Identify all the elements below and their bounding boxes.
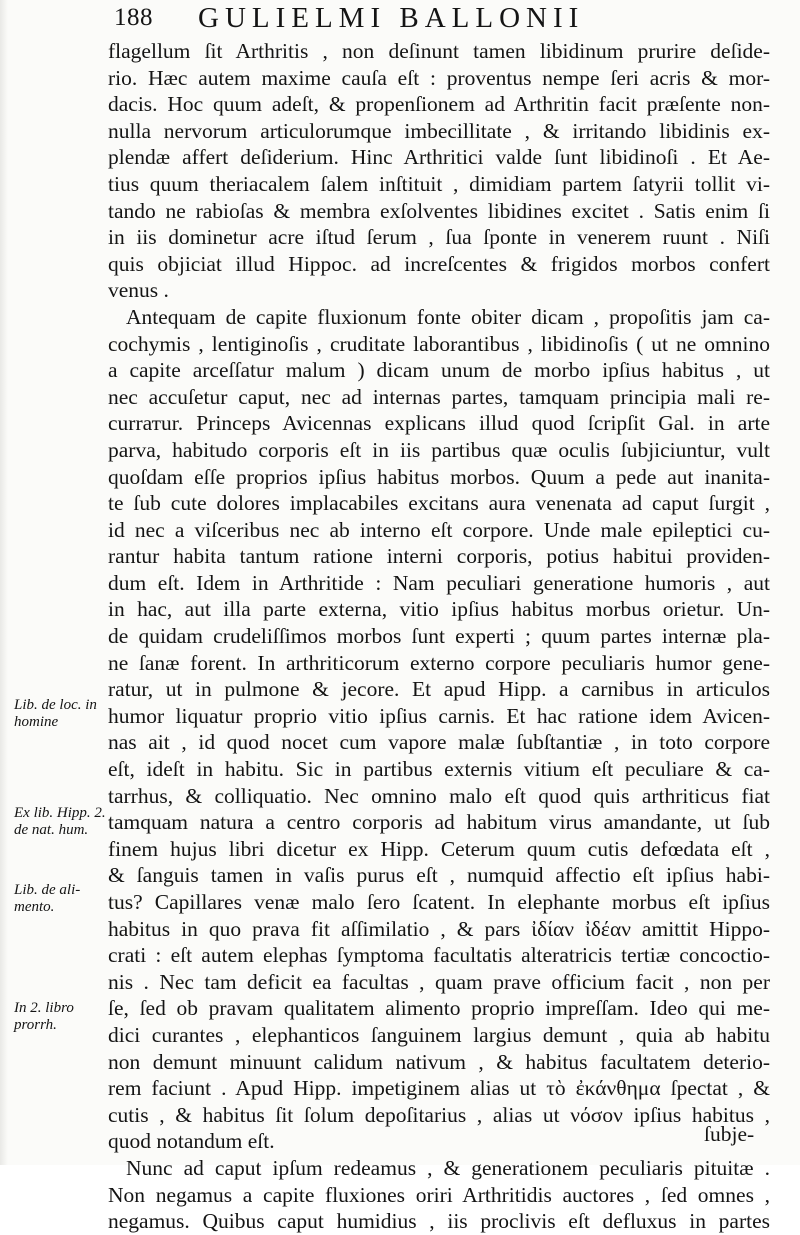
text-line: non demunt minuunt calidum nativum , & habitus facultatem deterio- bbox=[108, 1049, 770, 1074]
text-line: & ſanguis tamen in vaſis purus eſt , numquid affectio eſt ipſius habi- bbox=[108, 863, 770, 888]
text-line: eſt, ideſt in habitu. Sic in partibus externis vitium eſt peculiare & ca- bbox=[108, 757, 770, 782]
text-line: finem hujus libri dicetur ex Hipp. Ceterum quum cutis defœdata eſt , bbox=[108, 836, 770, 861]
text-line: dacis. Hoc quum adeſt, & propenſionem ad Arthritin facit præſente non- bbox=[108, 92, 770, 117]
text-line: nis . Nec tam deficit ea facultas , quam prave officium facit , non per bbox=[108, 969, 770, 994]
text-line: tarrhus, & colliquatio. Nec omnino malo eſt quod quis arthriticus fiat bbox=[108, 783, 770, 808]
text-line: parva, habitudo corporis eſt in iis partibus quæ oculis ſubjiciuntur, vult bbox=[108, 437, 770, 462]
text-line: habitus in quo prava fit aſſimilatio , & pars ἰδίαν ἰδέαν amittit Hippo- bbox=[108, 916, 770, 941]
page-number: 188 bbox=[114, 4, 153, 31]
text-line: ratur, ut in pulmone & jecore. Et apud Hipp. a carnibus in articulos bbox=[108, 677, 770, 702]
main-text-block bbox=[108, 38, 770, 1235]
text-line: rio. Hæc autem maxime cauſa eſt : proventus nempe ſeri acris & mor- bbox=[108, 65, 770, 90]
text-line: tius quum theriacalem ſalem inſtituit , dimidiam partem ſatyrii tollit vi- bbox=[108, 171, 770, 196]
text-line: ne ſanæ forent. In arthriticorum externo corpore peculiaris humor gene- bbox=[108, 650, 770, 675]
text-line: a capite arceſſatur malum ) dicam unum de morbo ipſius habitus , ut bbox=[108, 358, 770, 383]
margin-note-in-2-libro: In 2. libro prorrh. bbox=[14, 1000, 74, 1033]
text-line: tando ne rabioſas & membra exſolventes libidines excitet . Satis enim ſi bbox=[108, 198, 770, 223]
text-line: rem faciunt . Apud Hipp. impetiginem alias ut τὸ ἐκάνθημα ſpectat , & bbox=[108, 1076, 770, 1101]
text-line: ſe, ſed ob pravam qualitatem alimento proprio impreſſam. Ideo qui me- bbox=[108, 996, 770, 1021]
paragraph-start-line: Antequam de capite fluxionum fonte obiter dicam , propoſitis jam ca- bbox=[126, 304, 770, 329]
page-gutter-shadow bbox=[0, 0, 8, 1165]
text-line: plendæ affert deſiderium. Hinc Arthritici valde ſunt libidinoſi . Et Ae- bbox=[108, 145, 770, 170]
page-header bbox=[114, 2, 754, 36]
text-line: dici curantes , elephanticos ſanguinem largius demunt , quia ab habitu bbox=[108, 1022, 770, 1047]
text-line: Non negamus a capite fluxiones oriri Arthritidis auctores , ſed omnes , bbox=[108, 1182, 770, 1207]
text-line: quod notandum eſt. bbox=[108, 1129, 275, 1154]
text-line: negamus. Quibus caput humidius , iis proclivis eſt defluxus in partes bbox=[108, 1209, 770, 1234]
margin-note-lib-de-loc: Lib. de loc. in homine bbox=[14, 697, 97, 730]
text-line: in hac, aut illa parte externa, vitio ipſius habitus morbus orietur. Un- bbox=[108, 597, 770, 622]
text-line: quis objiciat illud Hippoc. ad increſcentes & frigidos morbos confert bbox=[108, 251, 770, 276]
text-line: rantur habita tantum ratione interni corporis, potius habitui providen- bbox=[108, 544, 770, 569]
text-line: cutis , & habitus ſit ſolum depoſitarius , alias ut νόσον ipſius habitus , bbox=[108, 1102, 770, 1127]
text-line: venus . bbox=[108, 278, 169, 303]
text-line: tamquam natura a centro corporis ad habitum virus amandante, ut ſub bbox=[108, 810, 770, 835]
text-line: cochymis , lentiginoſis , cruditate laborantibus , libidinoſis ( ut ne omnino bbox=[108, 331, 770, 356]
text-line: nulla nervorum articulorumque imbecillitate , & irritando libidinis ex- bbox=[108, 118, 770, 143]
text-line: de quidam crudeliſſimos morbos ſunt experti ; quum partes internæ pla- bbox=[108, 624, 770, 649]
text-line: flagellum ſit Arthritis , non deſinunt tamen libidinum prurire deſide- bbox=[108, 39, 770, 63]
text-line: nec accuſetur caput, nec ad internas partes, tamquam principia mali re- bbox=[108, 384, 770, 409]
text-line: dum eſt. Idem in Arthritide : Nam peculiari generatione humoris , aut bbox=[108, 570, 770, 595]
text-line: humor liquatur proprio vitio ipſius carnis. Et hac ratione idem Avicen- bbox=[108, 703, 770, 728]
text-line: quoſdam eſſe proprios ipſius habitus morbos. Quum a pede aut inanita- bbox=[108, 464, 770, 489]
margin-note-ex-lib-hipp: Ex lib. Hipp. 2. de nat. hum. bbox=[14, 805, 106, 838]
text-line: te ſub cute dolores implacabiles excitans aura venenata ad caput ſurgit , bbox=[108, 491, 770, 516]
text-line: tus? Capillares venæ malo ſero ſcatent. In elephante morbus eſt ipſius bbox=[108, 890, 770, 914]
text-line: nas ait , id quod nocet cum vapore malæ ſubſtantiæ , in toto corpore bbox=[108, 730, 770, 755]
text-line: currатur. Princeps Avicennas explicans illud quod ſcripſit Gal. in arte bbox=[108, 411, 770, 436]
catchword: ſubje- bbox=[704, 1122, 755, 1146]
paragraph-start-line: Nunc ad caput ipſum redeamus , & generationem peculiaris pituitæ . bbox=[126, 1155, 770, 1180]
text-line: id nec a viſceribus nec ab interno eſt corpore. Unde male epileptici cu- bbox=[108, 517, 770, 542]
running-head: GULIELMI BALLONII bbox=[198, 2, 585, 34]
text-line: in iis dominetur acre iſtud ſerum , ſua ſponte in venerem ruunt . Niſi bbox=[108, 225, 770, 250]
margin-note-lib-de-alimento: Lib. de ali- mento. bbox=[14, 882, 81, 915]
text-line: crati : eſt autem elephas ſymptoma facultatis alteratricis tertiæ concoctio- bbox=[108, 943, 770, 968]
